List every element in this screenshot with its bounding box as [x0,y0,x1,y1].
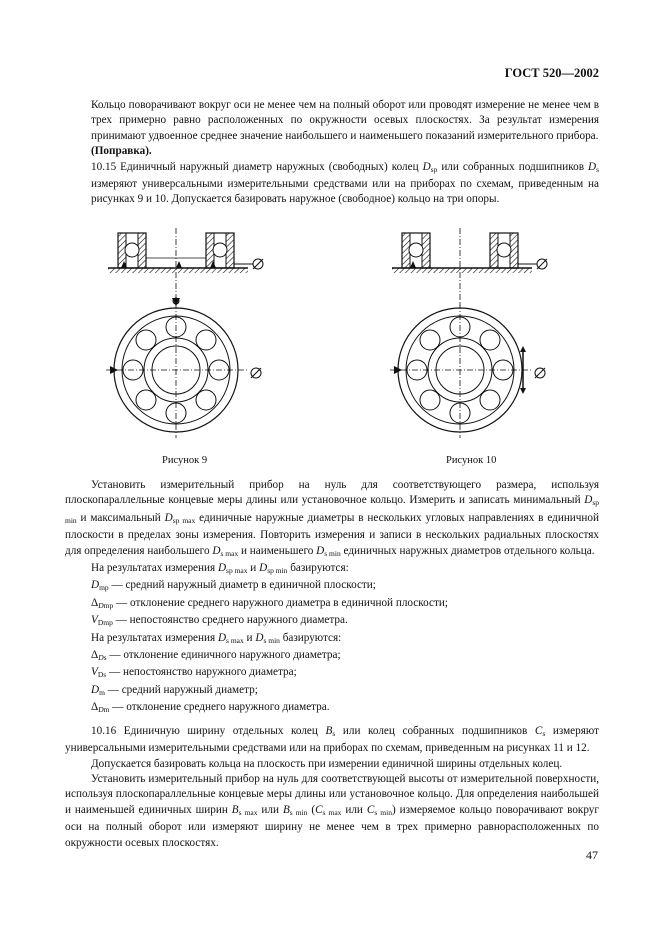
list-item: $\Delta_{Dm}$ — отклонение среднего наружного диаметра. [91,701,330,715]
list-item: $D_{mp}$ — средний наружный диаметр в единичной плоскости; [91,579,376,593]
figure-9-drawing [98,228,268,443]
list-item: $D_m$ — средний наружный диаметр; [91,683,258,697]
paragraph-10-16: 10.16 Единичную ширину отдельных колец $B_s$ или колец собранных подшипников $C_s$ измеряют универсальными измерительными средствами или на приборах по схемам, приведенным на рисунках 11 и 12. [65,724,599,755]
figure-10-drawing [382,228,552,443]
lower-text-block [65,478,599,851]
page-number: 47 [586,848,598,862]
paragraph-basing: Допускается базировать кольца на плоскость при измерении единичной ширины отдельных колец. [91,757,563,770]
list-one [65,561,599,718]
paragraph-setup: Установить измерительный прибор на нуль для соответствующего размера, используя плоскопараллельные концевые меры длины или установочное кольцо. Измерить и записать минимальный $D_{sp min}$ и максимальный $D_{sp max}$ единичные наружные диаметры в нескольких угловых направлениях в единичной плоскости в пределах зоны измерения. Повторить измерения и записи в нескольких радиальных плоскостях для определения наибольшего $D_{s max}$ и наименьшего $D_{s min}$ единичных наружных диаметров отдельного кольца. [65,479,599,558]
paragraph-ring-rotation: Кольцо поворачивают вокруг оси не менее чем на полный оборот или проводят измерение не менее чем в трех примерно равно расположенных по окружности осевых плоскостях. За результат измерения принимают удвоенное среднее значение наибольшего и наименьшего показаний измерительного прибора. [91,99,599,142]
figure-10-caption: Рисунок 10 [446,455,497,466]
list-item: $\Delta_{Dmp}$ — отклонение среднего наружного диаметра в единичной плоскости; [91,596,448,610]
figure-9-caption: Рисунок 9 [162,455,208,466]
paragraph-final: Установить измерительный прибор на нуль для соответствующей высоты от измерительной поверхности, используя плоскопараллельные концевые меры длины или установочное кольцо. Для определения наибольшей и наименьшей единичных ширин $B_{s max}$ или $B_{s min}$ ($C_{s max}$ или $C_{s min}$) измеряемое кольцо поворачивают вокруг оси на полный оборот или измеряют ширину не менее чем в трех примерно равнорасположенных по окружности осевых плоскостях. [65,772,599,849]
list-item: $V_{Dmp}$ — непостоянство среднего наружного диаметра. [91,614,348,628]
list-two-intro: На результатах измерения $D_{s max}$ и $D_{s min}$ базируются: [91,631,342,645]
list-item: $\Delta_{Ds}$ — отклонение единичного наружного диаметра; [91,649,341,663]
top-text-block [91,98,599,208]
document-header: ГОСТ 520—2002 [504,66,599,80]
list-one-intro: На результатах измерения $D_{sp max}$ и $D_{sp min}$ базируются: [91,562,349,576]
paragraph-10-15: 10.15 Единичный наружный диаметр наружных (свободных) колец $D_{sp}$ или собранных подшипников $D_s$ измеряют универсальными измерительными средствами или на приборах по схемам, приведенным на рисунках 9 и 10. Допускается базировать наружное (свободное) кольцо на три опоры. [91,160,600,206]
correction-note: (Поправка). [91,145,152,158]
list-item: $V_{Ds}$ — непостоянство наружного диаметра; [91,666,297,680]
